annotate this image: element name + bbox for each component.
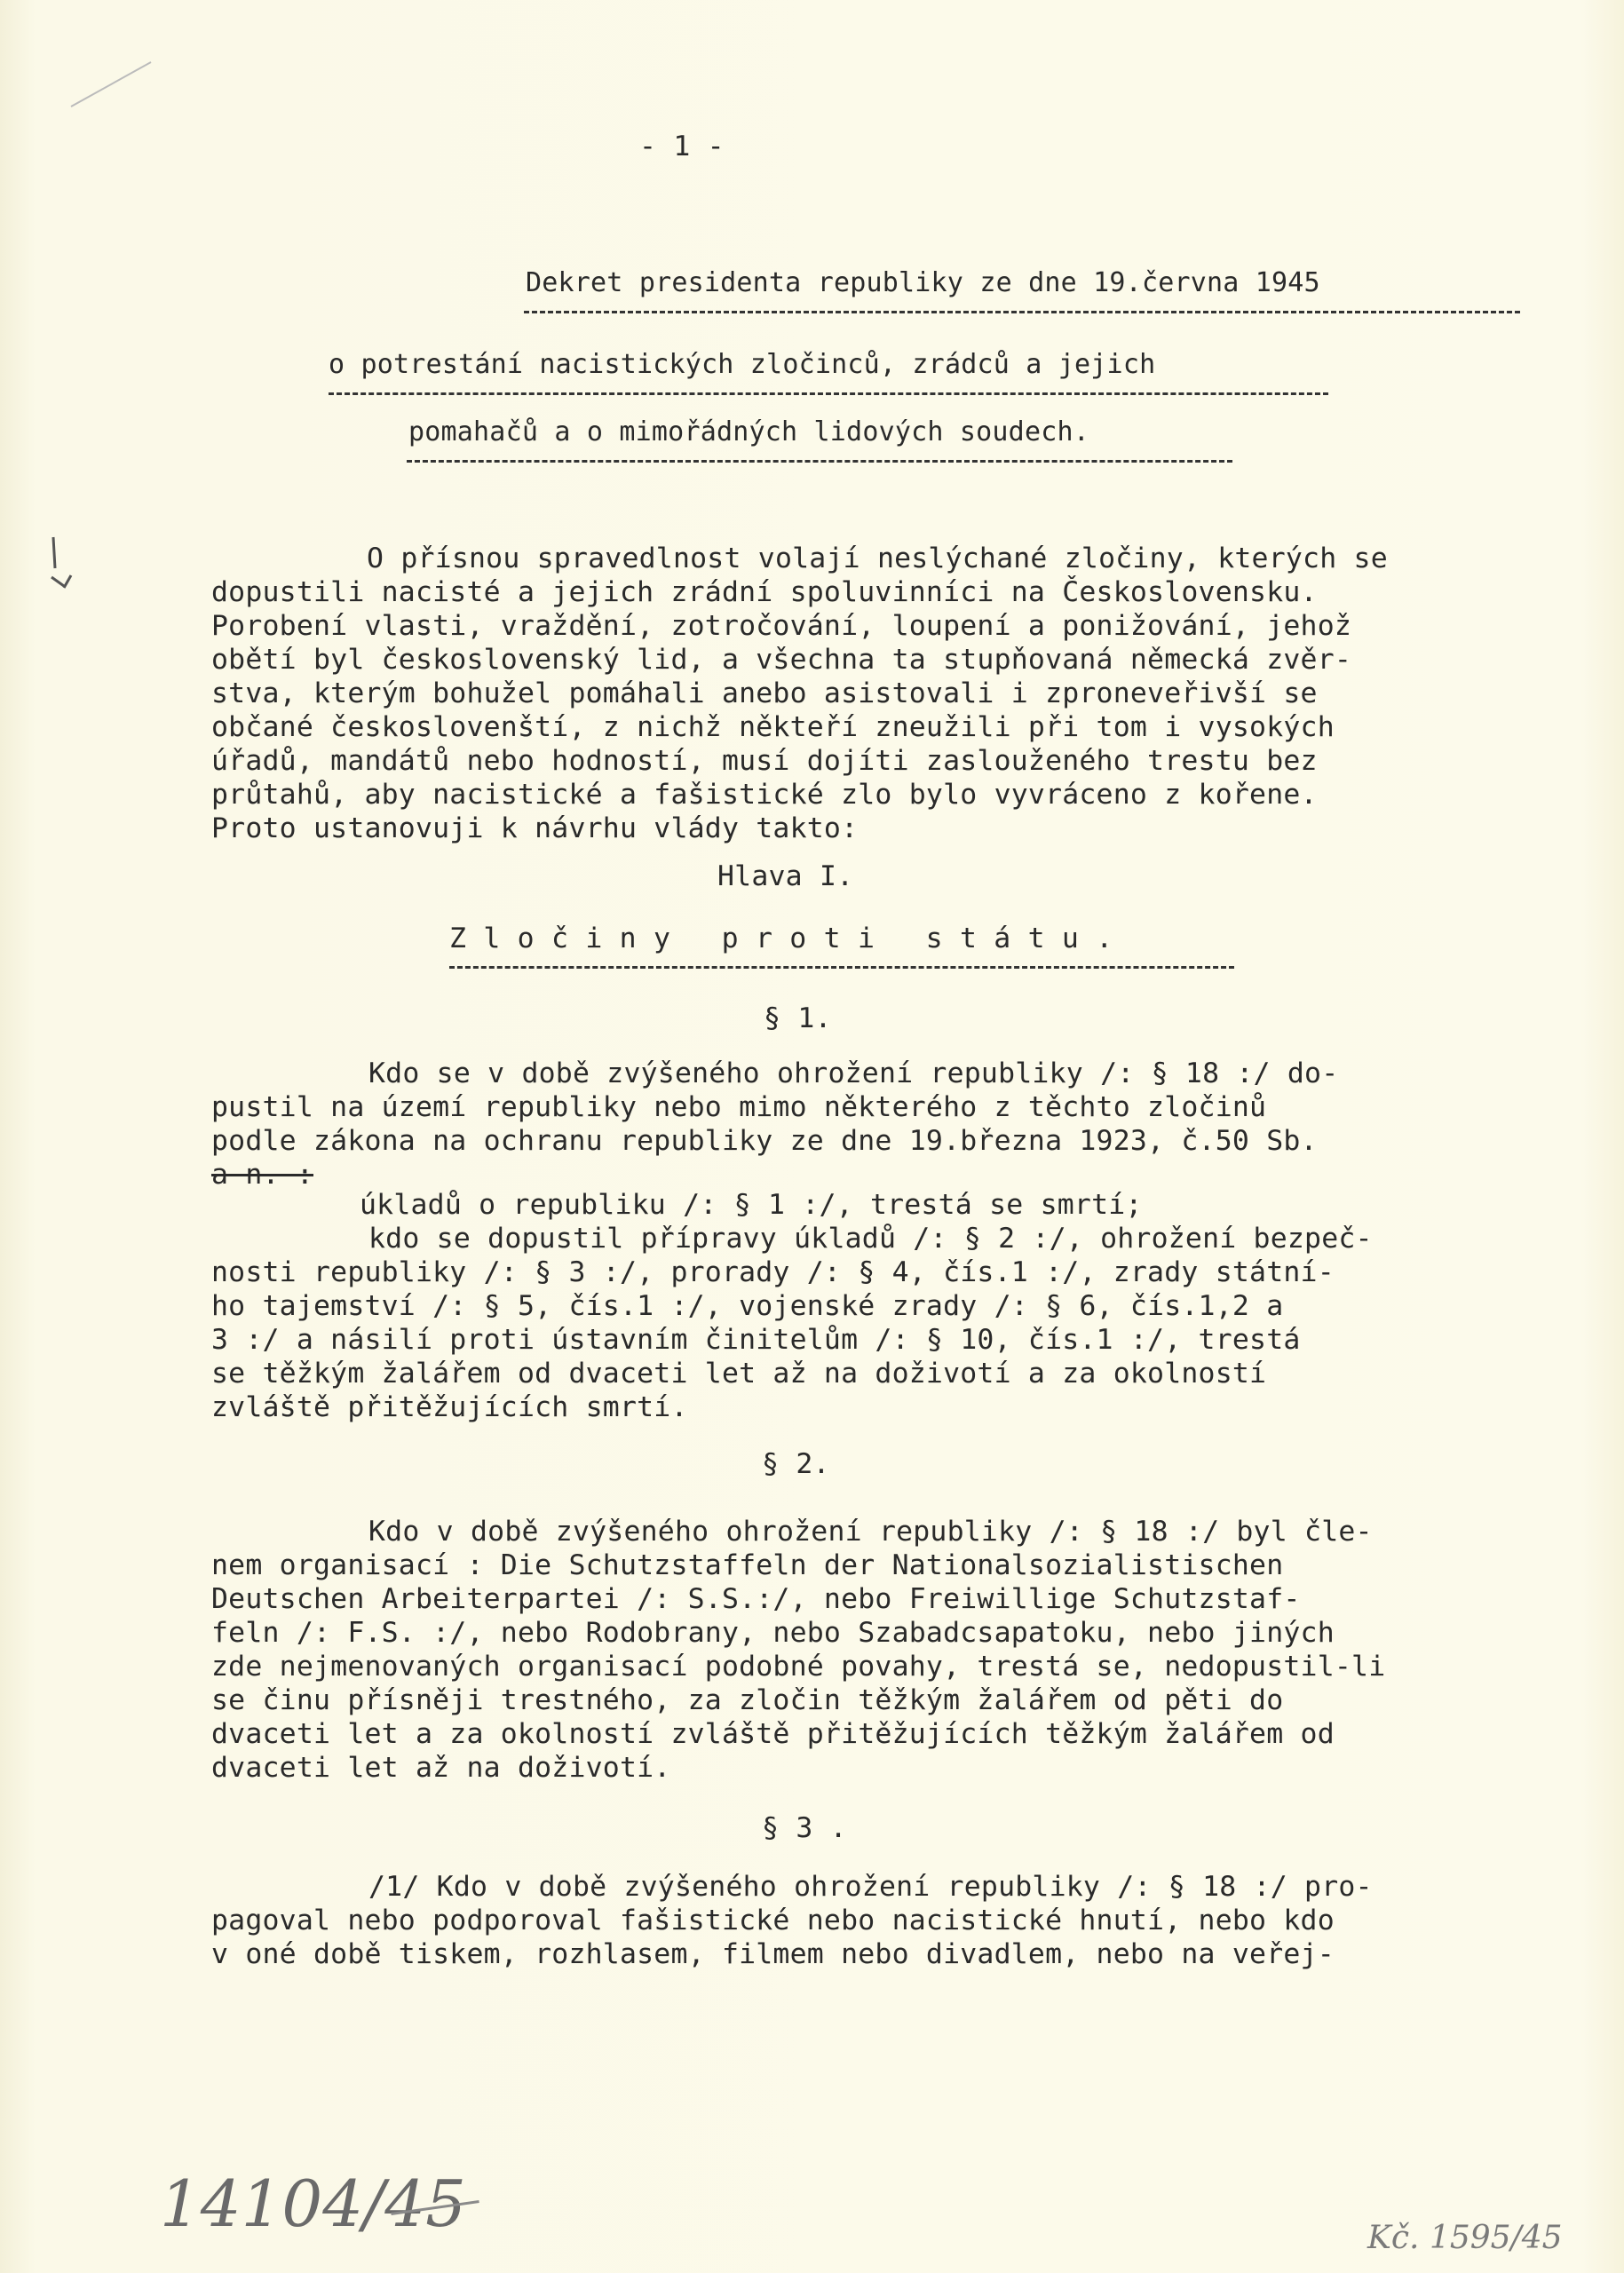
section-1-line: pustil na území republiky nebo mimo některého z těchto zločinů (211, 1091, 1267, 1123)
margin-pencil-mark-icon (44, 533, 80, 595)
chapter-heading: Hlava I. (717, 860, 854, 892)
section-1-heading: § 1. (764, 1002, 832, 1034)
preamble-line: občané českoslovenští, z nichž někteří zneužili při tom i vysokých (211, 711, 1335, 743)
title-underline-3 (407, 460, 1232, 463)
section-2-line: se činu přísněji trestného, za zločin těžkým žalářem od pěti do (211, 1684, 1284, 1716)
page-number: - 1 - (639, 131, 725, 162)
section-1-line: Kdo se v době zvýšeného ohrožení republiky /: § 18 :/ do- (368, 1057, 1339, 1089)
section-1-line: 3 :/ a násilí proti ústavním činitelům /: § 10, čís.1 :/, trestá (211, 1324, 1301, 1356)
section-2-line: zde nejmenovaných organisací podobné povahy, trestá se, nedopustil-li (211, 1651, 1386, 1683)
corner-pencil-mark-icon (62, 53, 169, 124)
preamble-line: dopustili nacisté a jejich zrádní spoluvinníci na Československu. (211, 576, 1318, 608)
preamble-line: O přísnou spravedlnost volají neslýchané zločiny, kterých se (367, 543, 1388, 574)
section-1-line: se těžkým žalářem od dvaceti let až na doživotí a za okolností (211, 1358, 1267, 1390)
title-line-3: pomahačů a o mimořádných lidových soudech. (408, 416, 1089, 447)
title-line-1: Dekret presidenta republiky ze dne 19.června 1945 (526, 267, 1320, 298)
title-underline-2 (329, 392, 1328, 395)
section-3-heading: § 3 . (762, 1812, 847, 1844)
preamble-line: obětí byl československý lid, a všechna ta stupňovaná německá zvěr- (211, 644, 1352, 676)
section-1-line: zvláště přitěžujících smrtí. (211, 1391, 688, 1423)
section-2-line: Kdo v době zvýšeného ohrožení republiky /: § 18 :/ byl čle- (368, 1516, 1373, 1548)
preamble-line: stva, kterým bohužel pomáhali anebo asistovali i zproneveřivší se (211, 677, 1318, 709)
section-1-line: ho tajemství /: § 5, čís.1 :/, vojenské zrady /: § 6, čís.1,2 a (211, 1290, 1284, 1322)
section-3-line: v oné době tiskem, rozhlasem, filmem nebo divadlem, nebo na veřej- (211, 1938, 1335, 1970)
section-1-line: úkladů o republiku /: § 1 :/, trestá se smrtí; (360, 1189, 1143, 1221)
section-2-line: dvaceti let až na doživotí. (211, 1752, 671, 1784)
section-2-line: feln /: F.S. :/, nebo Rodobrany, nebo Szabadcsapatoku, nebo jiných (211, 1617, 1335, 1649)
handwritten-archive-number: 14104/45 (160, 2166, 466, 2241)
preamble-line: Proto ustanovuji k návrhu vlády takto: (211, 812, 859, 844)
handwritten-reference-number: Kč. 1595/45 (1367, 2220, 1563, 2256)
section-2-line: dvaceti let a za okolností zvláště přitěžujících těžkým žalářem od (211, 1718, 1335, 1750)
section-2-heading: § 2. (762, 1448, 830, 1480)
chapter-title: Z l o č i n y p r o t i s t á t u . (449, 923, 1113, 954)
title-underline-1 (524, 311, 1520, 313)
section-2-line: Deutschen Arbeiterpartei /: S.S.:/, nebo Freiwillige Schutzstaf- (211, 1583, 1301, 1615)
section-2-line: nem organisací : Die Schutzstaffeln der Nationalsozialistischen (211, 1549, 1284, 1581)
section-1-line: kdo se dopustil přípravy úkladů /: § 2 :/, ohrožení bezpeč- (368, 1223, 1373, 1255)
section-3-line: /1/ Kdo v době zvýšeného ohrožení republiky /: § 18 :/ pro- (368, 1871, 1373, 1903)
chapter-title-underline (449, 966, 1234, 969)
section-3-line: pagoval nebo podporoval fašistické nebo nacistické hnutí, nebo kdo (211, 1905, 1335, 1936)
preamble-line: úřadů, mandátů nebo hodností, musí dojíti zaslouženého trestu bez (211, 745, 1318, 777)
section-1-line-struck: a n. : (211, 1159, 313, 1191)
section-1-line: nosti republiky /: § 3 :/, prorady /: § 4, čís.1 :/, zrady státní- (211, 1256, 1335, 1288)
section-1-line: podle zákona na ochranu republiky ze dne 19.března 1923, č.50 Sb. (211, 1125, 1318, 1157)
preamble-line: Porobení vlasti, vraždění, zotročování, loupení a ponižování, jehož (211, 610, 1352, 642)
title-line-2: o potrestání nacistických zločinců, zrádců a jejich (329, 349, 1156, 380)
preamble-line: průtahů, aby nacistické a fašistické zlo bylo vyvráceno z kořene. (211, 779, 1318, 811)
